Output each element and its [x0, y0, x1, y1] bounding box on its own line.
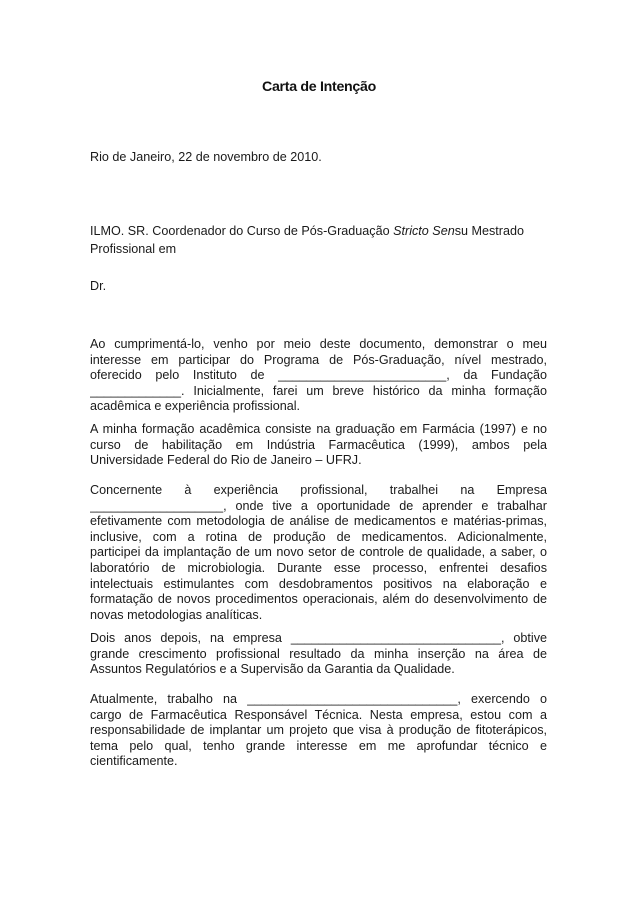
paragraph-education	[90, 422, 547, 469]
paragraph-line: _____________. Inicialmente, farei um breve histórico da minha formação	[90, 383, 547, 398]
paragraph-line: laboratório de microbiologia. Durante esse processo, enfrentei desafios	[90, 560, 547, 575]
paragraph-regulatory	[90, 631, 547, 678]
paragraph-line: formatação de novos procedimentos operacionais, além do desenvolvimento de	[90, 592, 547, 607]
addressee-text	[90, 224, 524, 239]
paragraph-line: inclusive, com a rotina de produção de medicamentos. Adicionalmente,	[90, 529, 547, 544]
paragraph-intro	[90, 337, 547, 415]
letter-title: Carta de Intenção	[262, 79, 376, 95]
paragraph-line: acadêmica e experiência profissional.	[90, 399, 301, 414]
addressee-line-2: Profissional em	[90, 242, 177, 256]
paragraph-line: novas metodologias analíticas.	[90, 607, 263, 622]
date-line: Rio de Janeiro, 22 de novembro de 2010.	[90, 150, 322, 164]
paragraph-line: participei da implantação de um novo setor de controle de qualidade, a saber, o	[90, 545, 547, 560]
addressee-part1: ILMO. SR. Coordenador do Curso de Pós-Graduação	[90, 224, 394, 238]
paragraph-line: tema pelo qual, tenho grande interesse em me aprofundar técnico e	[90, 738, 547, 753]
paragraph-line: efetivamente com metodologia de análise de medicamentos e matérias-primas,	[90, 514, 547, 529]
paragraph-line: Dois anos depois, na empresa ______________________________, obtive	[90, 631, 547, 645]
paragraph-line: Atualmente, trabalho na ______________________________, exercendo o	[90, 692, 547, 706]
paragraph-line: Universidade Federal do Rio de Janeiro – UFRJ.	[90, 453, 362, 468]
paragraph-line: responsabilidade de implantar um projeto que visa à produção de fitoterápicos,	[90, 723, 547, 738]
paragraph-line: cientificamente.	[90, 754, 178, 769]
paragraph-line: Concernente à experiência profissional, trabalhei na Empresa	[90, 483, 547, 497]
paragraph-line: Assuntos Regulatórios e a Supervisão da Garantia da Qualidade.	[90, 662, 455, 677]
paragraph-line: oferecido pelo Instituto de ________________________, da Fundação	[90, 368, 547, 383]
paragraph-current-role	[90, 692, 547, 770]
paragraph-line: A minha formação acadêmica consiste na graduação em Farmácia (1997) e no	[90, 422, 547, 436]
addressee-part2: su Mestrado	[454, 224, 525, 238]
addressee-words	[90, 224, 547, 239]
addressee-italic: Stricto Sen	[393, 224, 455, 238]
paragraph-line: intelectuais estimulantes com desdobramentos positivos na elaboração e	[90, 576, 547, 591]
paragraph-experience	[90, 483, 547, 623]
paragraph-line: curso de habilitação em Indústria Farmacêutica (1999), ambos pela	[90, 437, 547, 452]
salutation: Dr.	[90, 279, 107, 293]
paragraph-line: cargo de Farmacêutica Responsável Técnica. Nesta empresa, estou com a	[90, 707, 547, 722]
paragraph-line: ___________________, onde tive a oportunidade de aprender e trabalhar	[90, 498, 547, 513]
paragraph-line: Ao cumprimentá-lo, venho por meio deste documento, demonstrar o meu	[90, 337, 547, 351]
paragraph-line: grande crescimento profissional resultado da minha inserção na área de	[90, 646, 547, 661]
addressee-line	[90, 224, 547, 239]
paragraph-line: interesse em participar do Programa de Pós-Graduação, nível mestrado,	[90, 352, 547, 367]
